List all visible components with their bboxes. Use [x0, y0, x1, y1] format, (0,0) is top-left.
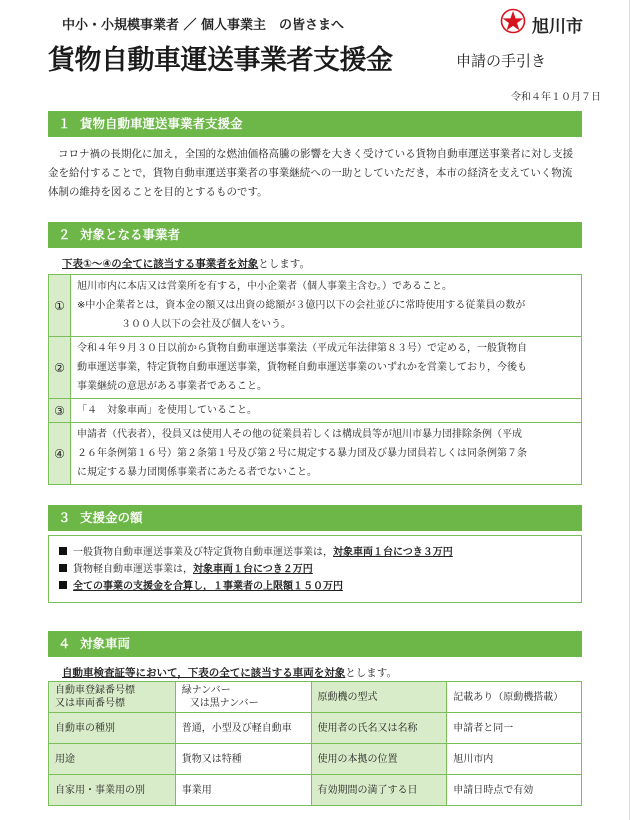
requirement-line: 「４ 対象車両」を使用していること。	[77, 405, 257, 416]
square-bullet-icon	[59, 564, 67, 572]
list-item	[59, 561, 581, 578]
vehicle-lead-rest: とします。	[345, 667, 397, 679]
amount-text: 一般貨物自動車運送事業及び特定貨物自動車運送事業は，	[73, 547, 333, 558]
vehicle-label-cell: 自家用・事業用の別	[49, 775, 176, 806]
eligible-vehicle-table	[48, 681, 582, 806]
vehicle-value-cell: 申請者と同一	[447, 713, 582, 744]
subtitle: 申請の手引き	[456, 52, 547, 70]
requirement-line: 動車運送事業，特定貨物自動車運送事業，貨物軽自動車運送事業のいずれかを営業しており，今後も	[77, 362, 527, 373]
vehicle-value-cell: 申請日時点で有効	[447, 775, 582, 806]
eligibility-lead-emphasis: 下表①～④の全てに該当する事業者を対象	[62, 258, 259, 270]
section-title: 支援金の額	[80, 510, 143, 525]
asahikawa-city-emblem-icon	[500, 8, 526, 34]
section-number: ２	[58, 227, 71, 242]
requirement-line: ２６年条例第１６号）第２条第１号及び第２号に規定する暴力団及び暴力団員若しくは同条例第７条	[77, 448, 527, 459]
vehicle-value-cell: 貨物又は特種	[175, 744, 311, 775]
issue-date: 令和４年１０月７日	[511, 92, 601, 103]
section-header-eligible-vehicles	[48, 631, 582, 657]
list-item	[59, 578, 581, 595]
requirement-line: 旭川市内に本店又は営業所を有する，中小企業者（個人事業主含む。）であること。	[77, 281, 452, 292]
requirement-text	[71, 337, 582, 399]
section-header-eligible-businesses	[48, 222, 582, 248]
table-row	[49, 275, 582, 337]
vehicle-value-cell: 普通，小型及び軽自動車	[175, 713, 311, 744]
section-header-support-amount	[48, 505, 582, 531]
requirement-line: 令和４年９月３０日以前から貨物自動車運送事業法（平成元年法律第８３号）で定める，一般貨物自	[77, 343, 527, 354]
table-row	[49, 337, 582, 399]
vehicle-value-cell: 旭川市内	[447, 744, 582, 775]
requirement-line: に規定する暴力団関係事業者にあたる者でないこと。	[77, 467, 317, 478]
requirement-line: 事業継続の意思がある事業者であること。	[77, 381, 267, 392]
section-title: 対象となる事業者	[80, 227, 181, 242]
section-number: ３	[58, 510, 71, 525]
cell-line: 自動車登録番号標	[55, 685, 135, 696]
cell-line: 緑ナンバー	[181, 685, 231, 696]
table-row	[49, 423, 582, 485]
vehicle-label-cell	[49, 682, 176, 713]
amount-text: 貨物軽自動車運送事業は，	[73, 564, 193, 575]
vehicle-label-cell: 用途	[49, 744, 176, 775]
vehicle-lead-emphasis: 自動車検査証等において，下表の全てに該当する車両を対象	[62, 667, 346, 679]
table-row	[49, 744, 582, 775]
amount-emphasis: 全ての事業の支援金を合算し，１事業者の上限額１５０万円	[73, 581, 343, 592]
section-number: １	[58, 116, 71, 131]
requirement-mark: ④	[49, 423, 71, 485]
purpose-paragraph: コロナ禍の長期化に加え，全国的な燃油価格高騰の影響を大きく受けている貨物自動車運送事業者に対し支援金を給付することで，貨物自動車運送事業者の事業継続への一助としていただき，本市の経済を支えていく物流体制の維持を図ることを目的とするものです。	[48, 148, 574, 198]
vehicle-label-cell: 有効期間の満了する日	[311, 775, 447, 806]
requirement-mark: ②	[49, 337, 71, 399]
amount-emphasis: 対象車両１台につき２万円	[193, 564, 313, 575]
table-row	[49, 713, 582, 744]
vehicle-label-cell: 原動機の型式	[311, 682, 447, 713]
eligibility-lead	[62, 256, 310, 271]
square-bullet-icon	[59, 547, 67, 555]
vehicle-lead	[62, 665, 397, 680]
table-row	[49, 399, 582, 423]
vehicle-label-cell: 使用者の氏名又は名称	[311, 713, 447, 744]
cell-line: 又は車両番号標	[55, 698, 125, 709]
requirement-mark: ③	[49, 399, 71, 423]
vehicle-value-cell: 事業用	[175, 775, 311, 806]
section-title: 対象車両	[80, 636, 131, 651]
requirement-line: ※中小企業者とは，資本金の額又は出資の総額が３億円以下の会社並びに常時使用する従業員の数が	[77, 300, 526, 311]
square-bullet-icon	[59, 581, 67, 589]
main-title: 貨物自動車運送事業者支援金	[48, 45, 393, 76]
support-amount-box	[48, 535, 582, 603]
section-header-purpose	[48, 111, 582, 137]
requirement-text	[71, 423, 582, 485]
requirement-text	[71, 275, 582, 337]
vehicle-value-cell: 記載あり（原動機搭載）	[447, 682, 582, 713]
requirement-mark: ①	[49, 275, 71, 337]
table-row	[49, 682, 582, 713]
section-title: 貨物自動車運送事業者支援金	[80, 116, 243, 131]
requirement-text	[71, 399, 582, 423]
table-row	[49, 775, 582, 806]
section-number: ４	[58, 636, 71, 651]
vehicle-label-cell: 自動車の種別	[49, 713, 176, 744]
eligibility-requirements-table	[48, 274, 582, 485]
requirement-line: 申請者（代表者），役員又は使用人その他の従業員若しくは構成員等が旭川市暴力団排除条例（平成	[77, 429, 522, 440]
vehicle-label-cell: 使用の本拠の位置	[311, 744, 447, 775]
eligibility-lead-rest: とします。	[258, 258, 310, 270]
requirement-line: ３００人以下の会社及び個人をいう。	[121, 319, 291, 330]
cell-line: 又は黒ナンバー	[189, 698, 259, 709]
vehicle-value-cell	[175, 682, 311, 713]
list-item	[59, 544, 581, 561]
amount-emphasis: 対象車両１台につき３万円	[333, 547, 453, 558]
audience-line: 中小・小規模事業者 ／ 個人事業主 の皆さまへ	[62, 18, 345, 33]
city-name: 旭川市	[532, 17, 583, 37]
